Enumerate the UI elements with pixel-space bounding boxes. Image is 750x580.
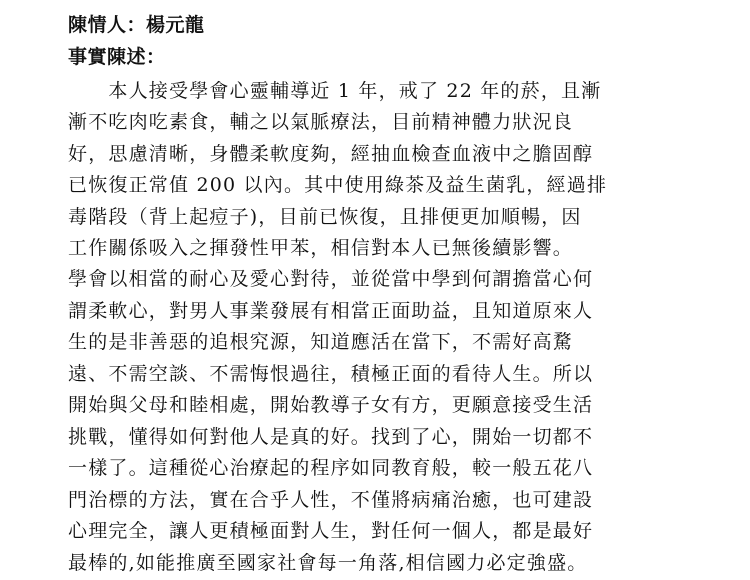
body-line: 本人接受學會心靈輔導近 1 年，戒了 22 年的菸，且漸 xyxy=(68,80,602,102)
body-line: 生的是非善惡的追根究源，知道應活在當下，不需好高騖 xyxy=(68,331,574,353)
petitioner-name: 楊元龍 xyxy=(146,14,205,36)
body-line: 遠、不需空談、不需悔恨過往，積極正面的看待人生。所以 xyxy=(68,363,594,385)
body-line: 門治標的方法，實在合乎人性，不僅將病痛治癒，也可建設 xyxy=(68,489,594,511)
body-line: 挑戰，懂得如何對他人是真的好。找到了心，開始一切都不 xyxy=(68,426,594,448)
petitioner-line xyxy=(68,10,205,37)
body-line: 毒階段（背上起痘子)，目前已恢復，且排便更加順暢，因 xyxy=(68,206,582,228)
body-line: 謂柔軟心，對男人事業發展有相當正面助益，且知道原來人 xyxy=(68,300,594,322)
body-line: 漸不吃肉吃素食，輔之以氣脈療法，目前精神體力狀況良 xyxy=(68,111,574,133)
body-line: 好，思慮清晰，身體柔軟度夠，經抽血檢查血液中之膽固醇 xyxy=(68,143,594,165)
body-line: 學會以相當的耐心及愛心對待，並從當中學到何謂擔當心何 xyxy=(68,268,594,290)
facts-heading: 事實陳述： xyxy=(68,46,166,68)
body-line: 已恢復正常值 200 以內。其中使用綠茶及益生菌乳，經過排 xyxy=(68,174,608,196)
body-line: 一樣了。這種從心治療起的程序如同教育般，較一般五花八 xyxy=(68,457,594,479)
petitioner-label: 陳情人： xyxy=(68,14,147,36)
body-line: 開始與父母和睦相處，開始教導子女有方，更願意接受生活 xyxy=(68,394,594,416)
body-line: 工作關係吸入之揮發性甲苯，相信對本人已無後續影響。 xyxy=(68,237,574,259)
body-line: 心理完全，讓人更積極面對人生，對任何一個人，都是最好 xyxy=(68,520,594,542)
body-line: 最棒的,如能推廣至國家社會每一角落,相信國力必定強盛。 xyxy=(68,552,588,574)
